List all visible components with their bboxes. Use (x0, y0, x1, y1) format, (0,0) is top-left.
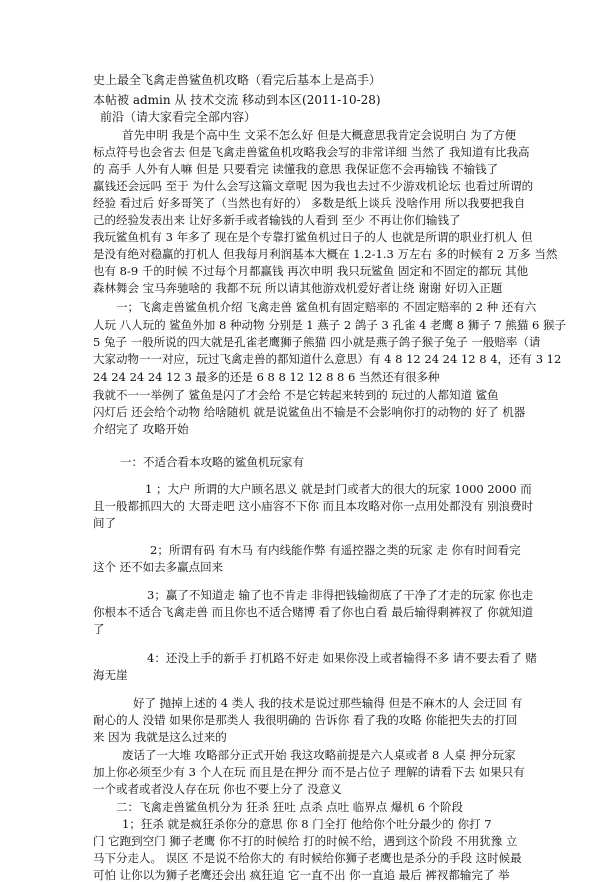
text-line: 海无崖 (93, 668, 128, 682)
text-line: 标点符号也会省去 但是飞禽走兽鲨鱼机攻略我会写的非常详细 当然了 我知道有比我高 (93, 145, 530, 159)
text-line: 了 (93, 622, 105, 636)
text-line: 赢钱还会远吗 至于 为什么会写这篇文章呢 因为我也去过不少游戏机论坛 也看过所谓的 (93, 179, 534, 193)
text-line: 的 高手 人外有人嘛 但是 只要看完 读懂我的意思 我保证您不会再输钱 不输钱了 (93, 162, 499, 176)
list-item: 1 ；大户 所谓的大户顾名思义 就是封门或者大的很大的玩家 1000 2000 而 (145, 482, 532, 496)
text-line: 你根本不适合飞禽走兽 而且你也不适合赌博 看了你也白看 最后输得剩裤衩了 你就知道 (93, 605, 534, 619)
list-item: 4：还没上手的新手 打机路不好走 如果你没上或者输得不多 请不要去看了 赌 (147, 651, 537, 665)
preface-note: 前沿（请大家看完全部内容） (100, 110, 257, 124)
post-meta: 本帖被 admin 从 技术交流 移动到本区(2011-10-28) (93, 93, 381, 107)
text-line: 可怕 让你以为狮子老鹰还会出 疯狂追 它一直不出 你一直追 最后 裤衩都输完了 举 (93, 868, 510, 882)
text-line: 经验 看过后 好多哥笑了（当然也有好的） 多数是纸上谈兵 没啥作用 所以我要把我自 (93, 196, 526, 210)
text-line: 是没有绝对稳赢的打机人 但我每月利润基本大概在 1.2-1.3 万左右 多的时候有 2 万多 当然 (93, 247, 558, 261)
section-heading: 二：飞禽走兽鲨鱼机分为 狂杀 狂吐 点杀 点吐 临界点 爆机 6 个阶段 (116, 800, 464, 814)
list-item: 2；所谓有码 有木马 有内线能作弊 有遥控器之类的玩家 走 你有时间看完 (150, 543, 521, 557)
text-line: 马下分走人。 误区 不是说不给你大的 有时候给你狮子老鹰也是杀分的手段 这时候最 (93, 851, 522, 865)
text-line: 也有 8-9 千的时候 不过每个月都赢钱 再次申明 我只玩鲨鱼 固定和不固定的都玩 其他 (93, 264, 529, 278)
text-line: 我玩鲨鱼机有 3 年多了 现在是个专靠打鲨鱼机过日子的人 也就是所谓的职业打机人 但 (93, 230, 533, 244)
text-line: 大家动物一一对应，玩过飞禽走兽的都知道什么意思）有 4 8 12 24 24 12 8 4，还有 3 12 (93, 352, 562, 366)
text-line: 一个或者或者没人存在玩 你也不要上分了 没意义 (93, 782, 342, 796)
text-line: 耐心的人 没错 如果你是那类人 我很明确的 告诉你 看了我的攻略 你能把失去的打回 (93, 713, 518, 727)
text-line: 且一般都抓四大的 大哥走吧 这小庙容不下你 而且本攻略对你一点用处都没有 别浪费时 (93, 499, 534, 513)
text-line: 废话了一大堆 攻略部分正式开始 我这攻略前提是六人桌或者 8 人桌 押分玩家 (122, 748, 516, 762)
section-heading: 一：不适合看本攻略的鲨鱼机玩家有 (120, 455, 304, 469)
list-item: 1；狂杀 就是疯狂杀你分的意思 你 8 门全打 他给你个吐分最少的 你打 7 (122, 817, 492, 831)
text-line: 闪灯后 还会给个动物 给啥随机 就是说鲨鱼出不输是不会影响你打的动物的 好了 机器 (93, 405, 526, 419)
article-title: 史上最全飞禽走兽鲨鱼机攻略（看完后基本上是高手） (93, 73, 382, 87)
text-line: 首先申明 我是个高中生 文采不怎么好 但是大概意思我肯定会说明白 为了方便 (122, 128, 517, 142)
text-line: 5 兔子 一般所说的四大就是孔雀老鹰狮子熊猫 四小就是燕子鸽子猴子兔子 一般赔率（请 (93, 335, 541, 349)
text-line: 己的经验发表出来 让好多新手或者输钱的人看到 至少 不再让你们输钱了 (93, 213, 461, 227)
text-line: 好了 抛掉上述的 4 类人 我的技术是说过那些输得 但是不麻木的人 会迂回 有 (133, 696, 523, 710)
text-line: 24 24 24 24 12 3 最多的还是 6 8 8 12 12 8 8 6 当然还有很多种 (93, 370, 440, 384)
text-line: 间了 (93, 516, 116, 530)
text-line: 来 因为 我就是这么过来的 (93, 730, 227, 744)
text-line: 森林舞会 宝马奔驰啥的 我都不玩 所以请其他游戏机爱好者让绕 谢谢 好切入正题 (93, 281, 503, 295)
text-line: 我就不一一举例了 鲨鱼是闪了才会给 不是它转起来转到的 玩过的人都知道 鲨鱼 (93, 388, 499, 402)
section-heading: 一；飞禽走兽鲨鱼机介绍 飞禽走兽 鲨鱼机有固定赔率的 不固定赔率的 2 种 还有六 (116, 300, 537, 314)
text-line: 这个 还不如去多赢点回来 (93, 560, 224, 574)
text-line: 人玩 八人玩的 鲨鱼外加 8 种动物 分别是 1 燕子 2 鸽子 3 孔雀 4 老鹰 8 狮子 7 熊猫 6 猴子 (93, 318, 566, 332)
list-item: 3；赢了不知道走 输了也不肯走 非得把钱输彻底了干净了才走的玩家 你也走 (147, 588, 534, 602)
text-line: 介绍完了 攻略开始 (93, 422, 189, 436)
text-line: 加上你必须至少有 3 个人在玩 而且是在押分 而不是占位子 理解的请看下去 如果只有 (93, 765, 525, 779)
text-line: 门 它跑到空门 狮子老鹰 你不打的时候给 打的时候不给，遇到这个阶段 不用犹豫 立 (93, 834, 518, 848)
